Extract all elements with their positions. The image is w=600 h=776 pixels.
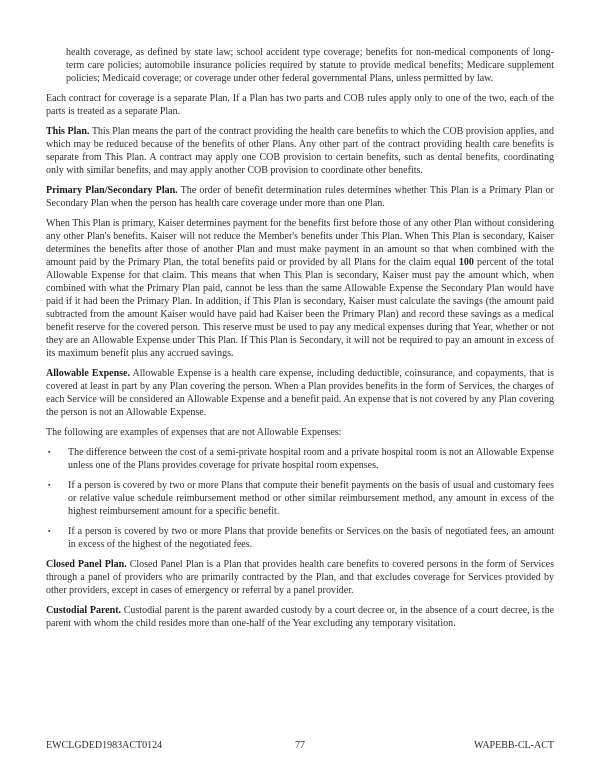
definition-custodial-parent-text: Custodial parent is the parent awarded custody by a court decree or, in the absence of a court decree, is the parent with whom the child resides more than one-half of the Year excluding any temporary visitation. <box>46 605 555 629</box>
footer-page-number: 77 <box>295 740 305 751</box>
list-item-text: If a person is covered by two or more Plans that provide benefits or Services on the basis of negotiated fees, an amount in excess of the highest of the negotiated fees. <box>68 526 554 550</box>
definition-closed-panel-plan <box>46 558 554 597</box>
footer-document-code: WAPEBB-CL-ACT <box>474 740 554 751</box>
bullet-icon: ▪ <box>48 527 51 535</box>
list-item <box>46 446 554 472</box>
term-allowable-expense: Allowable Expense. <box>46 368 130 379</box>
definition-custodial-parent <box>46 604 554 630</box>
paragraph-examples-intro: The following are examples of expenses that are not Allowable Expenses: <box>46 427 342 438</box>
paragraph-when-primary-secondary <box>46 217 554 360</box>
list-item-text: If a person is covered by two or more Plans that compute their benefit payments on the basis of usual and customary fees or relative value schedule reimbursement method or other similar reimbursement method, any amount in excess of the highest reimbursement amount for a specific benefit. <box>68 480 554 517</box>
definition-this-plan <box>46 125 554 177</box>
term-this-plan: This Plan. <box>46 126 90 137</box>
hundred-percent-number: 100 <box>458 257 474 268</box>
definition-allowable-expense-text: Allowable Expense is a health care expense, including deductible, coinsurance, and copayments, that is covered at least in part by any Plan covering the person. When a Plan provides benefits in the form of Services, the charges of each Service will be considered an Allowable Expense and a benefit paid. An expense that is not covered by any Plan covering the person is not an Allowable Expense. <box>46 368 555 418</box>
when-primary-text-post: percent of the total Allowable Expense for that claim. This means that when This Plan is secondary, Kaiser must pay the amount which, when combined with what the Primary Plan paid, cannot be less than the same Allowable Expense the Secondary Plan would have paid if it had been the Primary Plan. In addition, if This Plan is secondary, Kaiser must calculate the savings (the amount paid subtracted from the amount Kaiser would have paid had Kaiser been the Primary Plan) and record these savings as a medical benefit reserve for the covered person. This reserve must be used to pay any medical expenses during that Year, whether or not they are an Allowable Expense under This Plan. If This Plan is Secondary, it will not be required to pay an amount in excess of its maximum benefit plus any accrued savings. <box>46 257 554 359</box>
definition-primary-secondary-plan <box>46 184 554 210</box>
bullet-icon: ▪ <box>48 481 51 489</box>
list-item <box>46 479 554 518</box>
definition-primary-secondary-text: The order of benefit determination rules determines whether This Plan is a Primary Plan or Secondary Plan when the person has health care coverage under more than one Plan. <box>46 185 554 209</box>
definition-this-plan-text: This Plan means the part of the contract providing the health care benefits to which the COB provision applies, and which may be reduced because of the benefits of other Plans. Any other part of the contract providing health care benefits is separate from This Plan. A contract may apply one COB provision to certain benefits, such as dental benefits, coordinating only with similar benefits, and may apply another COB provision to coordinate other benefits. <box>46 126 554 176</box>
when-primary-text-pre: When This Plan is primary, Kaiser determines payment for the benefits first before those of any other Plan without considering any other Plan's benefits. Kaiser will not reduce the Member's benefits under This Plan. When This Plan is secondary, Kaiser determines the benefits after those of another Plan and must make payment in an amount so that when combined with the amount paid by the Primary Plan, the total benefits paid or provided by all Plans for the claim equal <box>46 218 554 268</box>
term-closed-panel-plan: Closed Panel Plan. <box>46 559 127 570</box>
definition-closed-panel-text: Closed Panel Plan is a Plan that provides health care benefits to covered persons in the form of Services through a panel of providers who are primarily contracted by the Plan, and that excludes coverage for Services provided by other providers, except in cases of emergency or referral by a panel provider. <box>46 559 555 596</box>
definition-allowable-expense <box>46 367 554 419</box>
list-item <box>46 525 554 551</box>
paragraph-separate-plan: Each contract for coverage is a separate Plan. If a Plan has two parts and COB rules apply only to one of the two, each of the parts is treated as a separate Plan. <box>46 93 554 117</box>
paragraph-coverage-continuation: health coverage, as defined by state law; school accident type coverage; benefits for non-medical components of long-term care policies; automobile insurance policies required by statute to provide medical benefits; Medicare supplement policies; Medicaid coverage; or coverage under other federal governmental Plans, unless permitted by law. <box>66 47 554 84</box>
not-allowable-expenses-list <box>46 446 554 551</box>
term-custodial-parent: Custodial Parent. <box>46 605 122 616</box>
list-item-text: The difference between the cost of a semi-private hospital room and a private hospital room is not an Allowable Expense unless one of the Plans provides coverage for private hospital room expenses. <box>68 447 554 471</box>
term-primary-secondary-plan: Primary Plan/Secondary Plan. <box>46 185 178 196</box>
bullet-icon: ▪ <box>48 448 51 456</box>
document-body <box>46 46 554 630</box>
footer-form-number: EWCLGDED1983ACT0124 <box>46 740 163 751</box>
